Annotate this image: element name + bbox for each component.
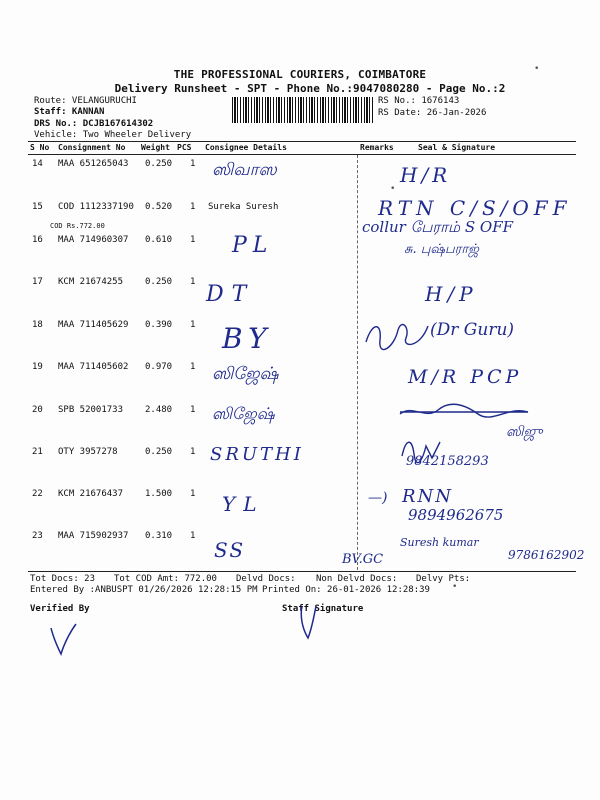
row-sno: 21 (32, 447, 43, 457)
col-consignment: Consignment No (58, 143, 126, 152)
row-consignment: MAA 651265043 (58, 159, 129, 169)
staff-signature-label: Staff Signature (282, 604, 364, 614)
handwritten-seal: ஸிஜு (506, 424, 543, 440)
handwritten-signer: Suresh kumar (400, 536, 479, 549)
col-weight: Weight (141, 143, 170, 152)
row-pcs: 1 (190, 362, 196, 372)
row-weight: 0.520 (145, 202, 173, 212)
handwritten-phone: 9894962675 (408, 506, 504, 524)
drs-number: DRS No.: DCJB167614302 (34, 119, 154, 129)
handwritten-phone: 9842158293 (406, 454, 489, 469)
col-consignee: Consignee Details (205, 143, 287, 152)
row-weight: 0.610 (145, 235, 173, 245)
delvy-pts: Delvy Pts: (416, 574, 471, 584)
row-sno: 22 (32, 489, 43, 499)
row-sno: 14 (32, 159, 43, 169)
row-weight: 2.480 (145, 405, 173, 415)
scan-speck: • (534, 64, 540, 74)
row-consignment: KCM 21676437 (58, 489, 124, 499)
row-consignment: COD 1112337190 (58, 202, 134, 212)
row-weight: 1.500 (145, 489, 173, 499)
crossed-out-text (398, 402, 530, 422)
scribble-signature (362, 318, 432, 354)
footer-rule (28, 571, 576, 572)
col-remarks: Remarks (360, 143, 394, 152)
row-consignment: KCM 21674255 (58, 277, 124, 287)
row-consignment: MAA 714960307 (58, 235, 129, 245)
row-sno: 17 (32, 277, 43, 287)
tot-docs: Tot Docs: 23 (30, 574, 96, 584)
staff-label: Staff: KANNAN (34, 107, 105, 117)
row-weight: 0.250 (145, 447, 173, 457)
handwritten-initials: RNN (402, 486, 454, 507)
header-rule-bottom (28, 154, 576, 155)
runsheet-subtitle: Delivery Runsheet - SPT - Phone No.:9047080280 - Page No.:2 (114, 82, 506, 95)
scan-speck: • (452, 582, 458, 592)
row-sno: 15 (32, 202, 43, 212)
verifier-signature (48, 622, 78, 656)
row-consignment: MAA 715902937 (58, 531, 129, 541)
row-pcs: 1 (190, 159, 196, 169)
row-consignment: OTY 3957278 (58, 447, 118, 457)
printed-on: Printed On: 26-01-2026 12:28:39 (262, 585, 430, 595)
row-weight: 0.390 (145, 320, 173, 330)
handwritten-phone: 9786162902 (508, 548, 585, 562)
handwritten-consignee: YL (222, 492, 265, 516)
rs-date: RS Date: 26-Jan-2026 (378, 108, 487, 118)
handwritten-consignee: SRUTHI (210, 444, 304, 465)
row-sno: 20 (32, 405, 43, 415)
vehicle-label: Vehicle: Two Wheeler Delivery (34, 130, 192, 140)
barcode (232, 97, 374, 123)
row-weight: 0.970 (145, 362, 173, 372)
row-sno: 18 (32, 320, 43, 330)
handwritten-seal: RTN C/S/OFF (378, 196, 572, 220)
handwritten-consignee: DT (206, 282, 255, 307)
ink-dot: • (390, 184, 396, 194)
staff-signature (296, 604, 326, 640)
row-consignee: Sureka Suresh (208, 202, 279, 212)
row-weight: 0.250 (145, 277, 173, 287)
row-pcs: 1 (190, 405, 196, 415)
row-weight: 0.250 (145, 159, 173, 169)
row-sno: 23 (32, 531, 43, 541)
route-label: Route: VELANGURUCHI (34, 96, 137, 106)
handwritten-seal: H/P (425, 282, 478, 306)
row-consignment: MAA 711405629 (58, 320, 129, 330)
cod-note: COD Rs.772.00 (50, 222, 105, 230)
row-sno: 16 (32, 235, 43, 245)
row-consignment: SPB 52001733 (58, 405, 124, 415)
rs-number: RS No.: 1676143 (378, 96, 460, 106)
row-pcs: 1 (190, 531, 196, 541)
arrow-mark: —) (368, 490, 388, 506)
handwritten-consignee: PL (232, 233, 274, 258)
handwritten-seal: M/R PCP (408, 366, 523, 388)
entered-by: Entered By :ANBUSPT 01/26/2026 12:28:15 PM (30, 585, 258, 595)
row-pcs: 1 (190, 447, 196, 457)
handwritten-consignee: BY (222, 322, 273, 355)
col-pcs: PCS (177, 143, 192, 152)
header-rule-top (28, 141, 576, 142)
handwritten-consignee: SS (214, 538, 246, 562)
handwritten-note: collur பேராம் S OFF (362, 218, 514, 236)
non-delvd-docs: Non Delvd Docs: (316, 574, 398, 584)
tot-cod-amt: Tot COD Amt: 772.00 (114, 574, 217, 584)
row-pcs: 1 (190, 320, 196, 330)
handwritten-seal: H/R (400, 163, 452, 187)
row-pcs: 1 (190, 202, 196, 212)
verified-by-label: Verified By (30, 604, 90, 614)
row-sno: 19 (32, 362, 43, 372)
row-pcs: 1 (190, 235, 196, 245)
handwritten-consignee: ஸிஜேஷ் (212, 404, 275, 423)
row-pcs: 1 (190, 277, 196, 287)
handwritten-consignee: ஸிஜேஷ் (212, 364, 279, 384)
col-sno: S No (30, 143, 50, 152)
handwritten-remark: BV.GC (342, 552, 384, 567)
col-seal: Seal & Signature (418, 143, 496, 152)
handwritten-consignee: ஸிவாஸ (212, 160, 277, 180)
delvd-docs: Delvd Docs: (236, 574, 296, 584)
company-title: THE PROFESSIONAL COURIERS, COIMBATORE (173, 68, 427, 81)
row-pcs: 1 (190, 489, 196, 499)
handwritten-seal: சு. புஷ்பராஜ் (404, 242, 479, 257)
row-consignment: MAA 711405602 (58, 362, 129, 372)
column-divider (357, 155, 358, 570)
handwritten-seal: (Dr Guru) (430, 320, 515, 340)
row-weight: 0.310 (145, 531, 173, 541)
